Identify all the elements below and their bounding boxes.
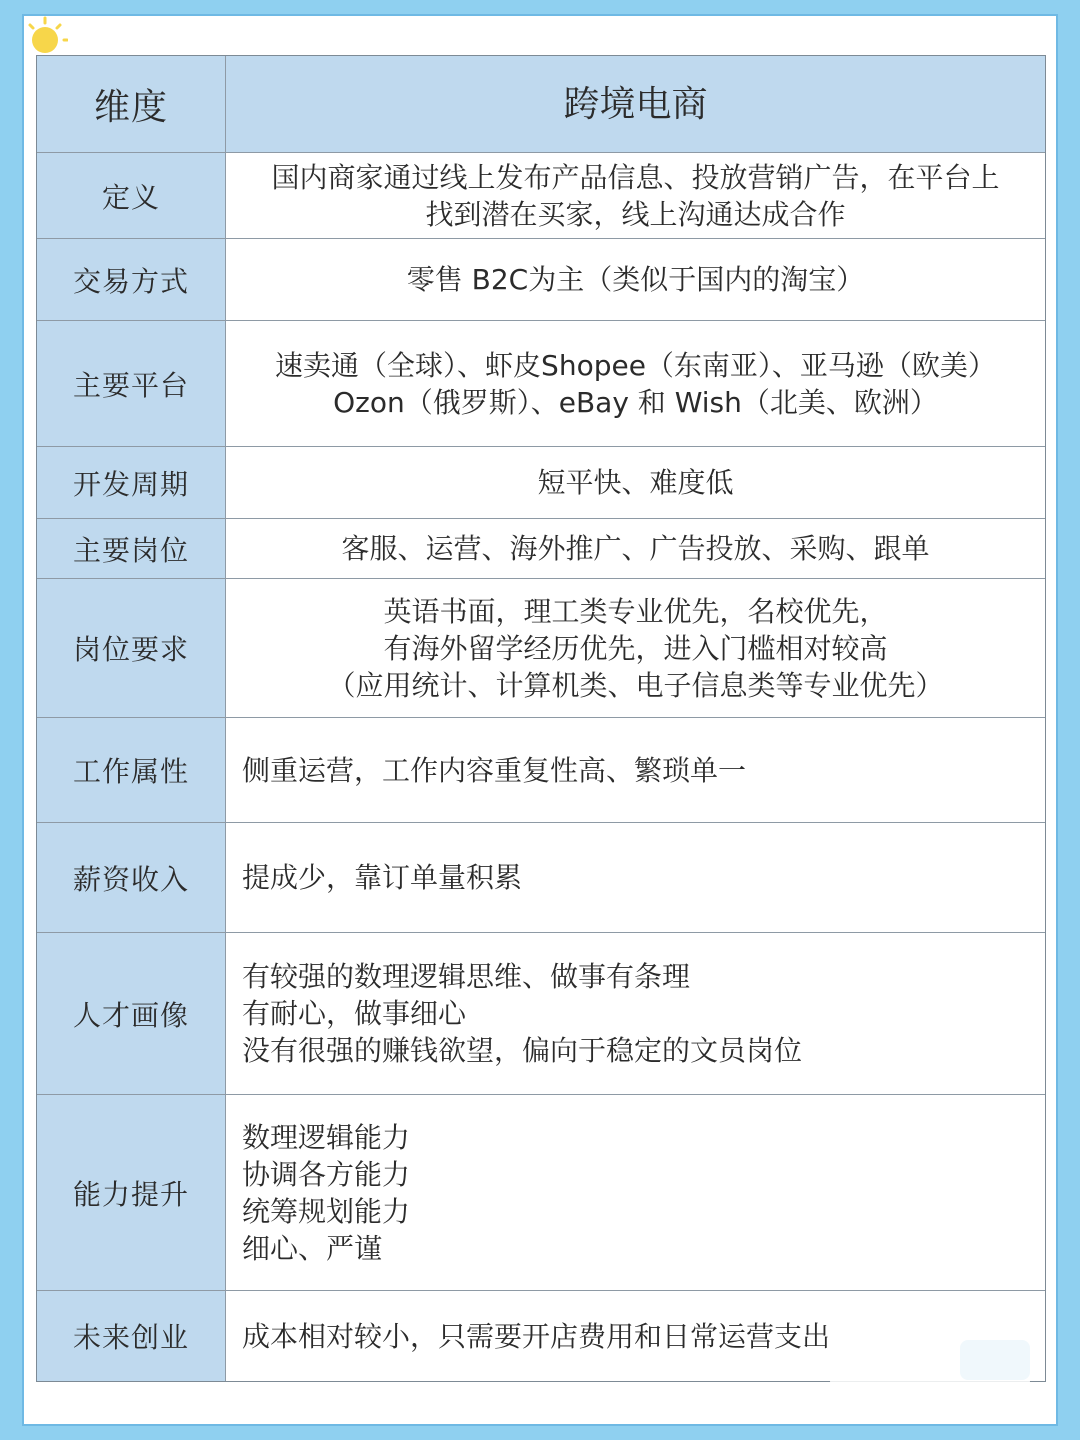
row-label: 能力提升 [37, 1095, 226, 1290]
row-value [226, 1095, 1045, 1290]
value-line: 数理逻辑能力 [242, 1120, 411, 1154]
comparison-table [36, 55, 1046, 1382]
row-value [226, 933, 1045, 1094]
value-line: 速卖通（全球）、虾皮Shopee（东南亚）、亚马逊（欧美） [275, 348, 996, 382]
row-value [226, 718, 1045, 822]
table-header-row [37, 56, 1045, 152]
value-line: 找到潜在买家，线上沟通达成合作 [425, 197, 846, 231]
row-label: 交易方式 [37, 239, 226, 320]
table-row [37, 1094, 1045, 1290]
table-row [37, 932, 1045, 1094]
watermark-blur [810, 1330, 1050, 1410]
value-line: 成本相对较小，只需要开店费用和日常运营支出 [242, 1319, 831, 1353]
row-value [226, 239, 1045, 320]
row-label: 未来创业 [37, 1291, 226, 1381]
row-label: 主要平台 [37, 321, 226, 446]
row-label: 岗位要求 [37, 579, 226, 717]
value-line: 有耐心，做事细心 [242, 997, 467, 1030]
row-value [226, 519, 1045, 578]
table-row [37, 320, 1045, 446]
value-line: 有海外留学经历优先，进入门槛相对较高 [383, 631, 888, 665]
row-label: 人才画像 [37, 933, 226, 1094]
value-line: 国内商家通过线上发布产品信息、投放营销广告，在平台上 [271, 160, 1000, 194]
value-line: 英语书面，理工类专业优先，名校优先， [383, 594, 888, 628]
row-label: 工作属性 [37, 718, 226, 822]
value-line: 统筹规划能力 [242, 1194, 411, 1228]
value-line: 侧重运营，工作内容重复性高、繁琐单一 [242, 753, 747, 787]
table-row [37, 446, 1045, 518]
table-row [37, 518, 1045, 578]
table-row [37, 717, 1045, 822]
header-dimension: 维度 [37, 56, 226, 152]
value-line: 细心、严谨 [242, 1231, 383, 1265]
value-line: 零售 B2C为主（类似于国内的淘宝） [406, 263, 865, 296]
value-line: 没有很强的赚钱欲望，偏向于稳定的文员岗位 [242, 1034, 803, 1067]
table-row [37, 822, 1045, 932]
value-line: 客服、运营、海外推广、广告投放、采购、跟单 [341, 532, 930, 565]
row-value [226, 153, 1045, 238]
value-line: 有较强的数理逻辑思维、做事有条理 [242, 960, 691, 993]
row-label: 主要岗位 [37, 519, 226, 578]
value-line: （应用统计、计算机类、电子信息类等专业优先） [327, 668, 944, 702]
row-label: 薪资收入 [37, 823, 226, 932]
header-title-text: 跨境电商 [563, 83, 708, 125]
value-line: 短平快、难度低 [537, 466, 734, 499]
table-row [37, 152, 1045, 238]
row-label: 开发周期 [37, 447, 226, 518]
value-line: Ozon（俄罗斯）、eBay 和 Wish（北美、欧洲） [333, 385, 938, 419]
row-label: 定义 [37, 153, 226, 238]
table-row [37, 238, 1045, 320]
row-value [226, 321, 1045, 446]
value-line: 提成少，靠订单量积累 [242, 861, 523, 894]
row-value [226, 579, 1045, 717]
row-value [226, 823, 1045, 932]
row-value [226, 447, 1045, 518]
header-title [226, 56, 1045, 152]
value-line: 协调各方能力 [242, 1157, 411, 1191]
table-row [37, 578, 1045, 717]
